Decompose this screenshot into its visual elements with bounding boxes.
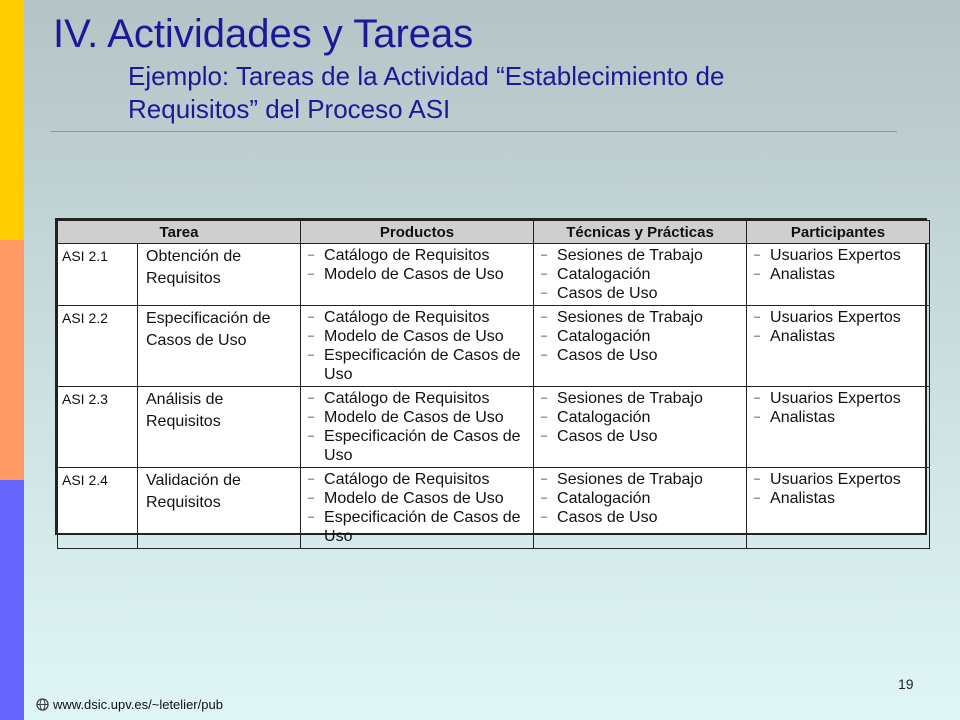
technique-item: – Catalogación bbox=[538, 408, 742, 427]
participant-item: – Usuarios Expertos bbox=[751, 308, 925, 327]
participants-list bbox=[751, 470, 925, 508]
table-row bbox=[58, 244, 930, 306]
table-row bbox=[58, 387, 930, 468]
participants-cell bbox=[747, 306, 930, 387]
globe-icon bbox=[36, 698, 49, 711]
tasks-table bbox=[57, 220, 930, 549]
participant-item: – Analistas bbox=[751, 408, 925, 427]
slide-title: IV. Actividades y Tareas bbox=[53, 12, 474, 56]
tasks-table-figure bbox=[55, 218, 927, 545]
task-code: ASI 2.4 bbox=[58, 468, 138, 549]
participant-item: – Usuarios Expertos bbox=[751, 470, 925, 489]
techniques-list bbox=[538, 308, 742, 365]
participant-item: – Analistas bbox=[751, 265, 925, 284]
product-item: – Catálogo de Requisitos bbox=[305, 389, 529, 408]
products-cell bbox=[301, 244, 534, 306]
techniques-cell bbox=[534, 468, 747, 549]
technique-item: – Casos de Uso bbox=[538, 427, 742, 446]
subtitle-line-2: Requisitos” del Proceso ASI bbox=[128, 94, 451, 124]
participants-list bbox=[751, 308, 925, 346]
accent-bar-yellow bbox=[0, 0, 24, 240]
technique-item: – Sesiones de Trabajo bbox=[538, 389, 742, 408]
products-list bbox=[305, 308, 529, 384]
participants-list bbox=[751, 246, 925, 284]
participants-cell bbox=[747, 244, 930, 306]
table-body bbox=[58, 244, 930, 549]
product-item: – Modelo de Casos de Uso bbox=[305, 327, 529, 346]
techniques-list bbox=[538, 246, 742, 303]
technique-item: – Casos de Uso bbox=[538, 346, 742, 365]
table-row bbox=[58, 306, 930, 387]
products-list bbox=[305, 470, 529, 546]
techniques-cell bbox=[534, 306, 747, 387]
slide-subtitle bbox=[128, 60, 928, 126]
accent-bar-orange bbox=[0, 240, 24, 480]
products-list bbox=[305, 246, 529, 284]
header-tarea: Tarea bbox=[58, 221, 301, 244]
techniques-cell bbox=[534, 244, 747, 306]
header-productos: Productos bbox=[301, 221, 534, 244]
product-item: – Modelo de Casos de Uso bbox=[305, 408, 529, 427]
task-name: Obtención de Requisitos bbox=[138, 244, 301, 306]
product-item: – Modelo de Casos de Uso bbox=[305, 489, 529, 508]
table-header-row bbox=[58, 221, 930, 244]
title-divider bbox=[50, 131, 897, 132]
technique-item: – Casos de Uso bbox=[538, 284, 742, 303]
technique-item: – Catalogación bbox=[538, 489, 742, 508]
technique-item: – Sesiones de Trabajo bbox=[538, 470, 742, 489]
products-cell bbox=[301, 387, 534, 468]
header-participantes: Participantes bbox=[747, 221, 930, 244]
header-tecnicas: Técnicas y Prácticas bbox=[534, 221, 747, 244]
participant-item: – Usuarios Expertos bbox=[751, 389, 925, 408]
products-cell bbox=[301, 468, 534, 549]
participant-item: – Analistas bbox=[751, 489, 925, 508]
participants-list bbox=[751, 389, 925, 427]
technique-item: – Sesiones de Trabajo bbox=[538, 308, 742, 327]
footer bbox=[36, 697, 223, 712]
product-item: – Especificación de Casos de Uso bbox=[305, 427, 529, 465]
technique-item: – Catalogación bbox=[538, 327, 742, 346]
participant-item: – Analistas bbox=[751, 327, 925, 346]
subtitle-line-1: Ejemplo: Tareas de la Actividad “Establecimiento de bbox=[128, 61, 725, 91]
technique-item: – Casos de Uso bbox=[538, 508, 742, 527]
accent-bar-blue bbox=[0, 480, 24, 720]
task-name: Validación de Requisitos bbox=[138, 468, 301, 549]
task-name: Especificación de Casos de Uso bbox=[138, 306, 301, 387]
product-item: – Catálogo de Requisitos bbox=[305, 308, 529, 327]
participant-item: – Usuarios Expertos bbox=[751, 246, 925, 265]
page-number: 19 bbox=[898, 676, 914, 692]
footer-url[interactable]: www.dsic.upv.es/~letelier/pub bbox=[53, 697, 223, 712]
products-list bbox=[305, 389, 529, 465]
techniques-list bbox=[538, 389, 742, 446]
technique-item: – Catalogación bbox=[538, 265, 742, 284]
techniques-cell bbox=[534, 387, 747, 468]
product-item: – Especificación de Casos de Uso bbox=[305, 508, 529, 546]
task-code: ASI 2.3 bbox=[58, 387, 138, 468]
task-code: ASI 2.2 bbox=[58, 306, 138, 387]
task-code: ASI 2.1 bbox=[58, 244, 138, 306]
participants-cell bbox=[747, 468, 930, 549]
techniques-list bbox=[538, 470, 742, 527]
table-row bbox=[58, 468, 930, 549]
participants-cell bbox=[747, 387, 930, 468]
technique-item: – Sesiones de Trabajo bbox=[538, 246, 742, 265]
product-item: – Especificación de Casos de Uso bbox=[305, 346, 529, 384]
product-item: – Catálogo de Requisitos bbox=[305, 470, 529, 489]
product-item: – Catálogo de Requisitos bbox=[305, 246, 529, 265]
product-item: – Modelo de Casos de Uso bbox=[305, 265, 529, 284]
products-cell bbox=[301, 306, 534, 387]
task-name: Análisis de Requisitos bbox=[138, 387, 301, 468]
